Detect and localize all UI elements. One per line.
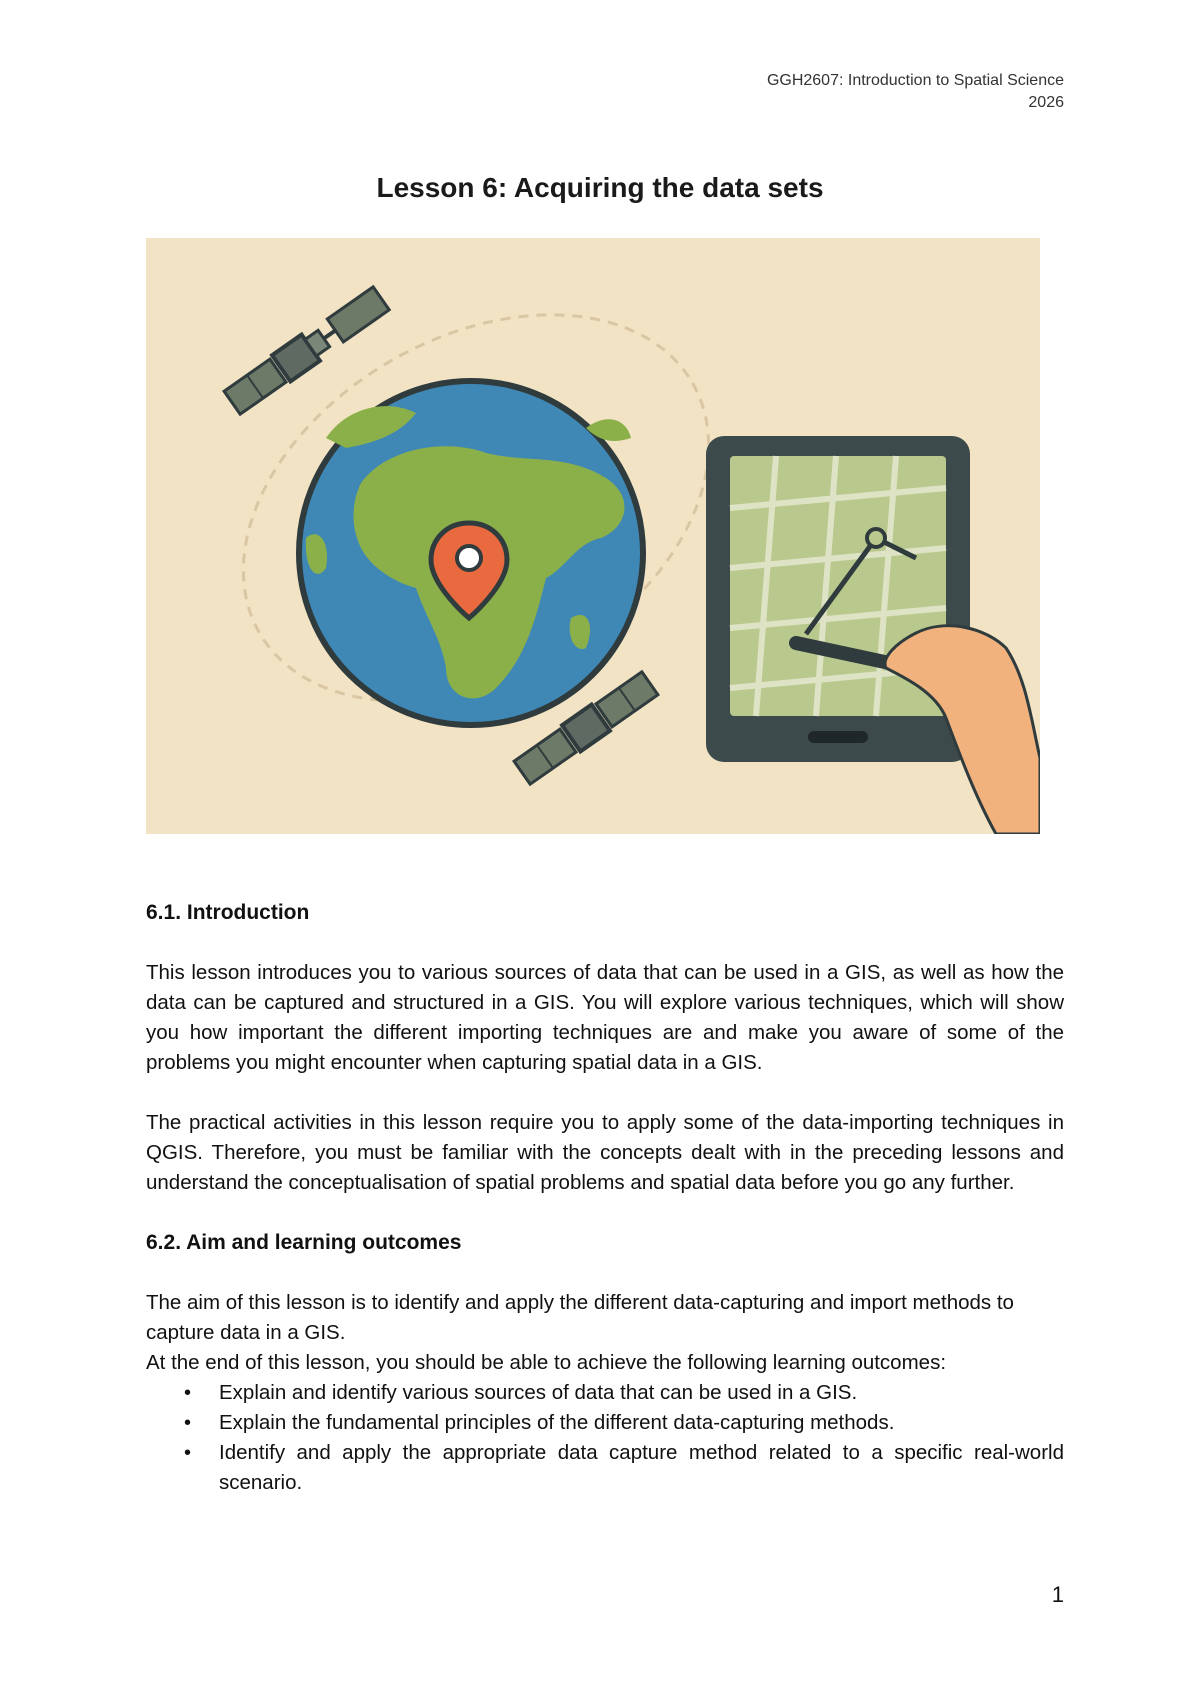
lesson-content [146,898,1064,1498]
lesson-title: Lesson 6: Acquiring the data sets [376,172,824,203]
lesson-illustration [146,238,1040,834]
section-heading-introduction: 6.1. Introduction [146,901,310,924]
bullet-icon: • [184,1412,192,1434]
course-title: GGH2607: Introduction to Spatial Science [766,72,1064,89]
aims-paragraph: The aim of this lesson is to identify and apply the different data-capturing and import methods to capture data in a GIS. [146,1291,1014,1344]
outcome-text: Identify and apply the appropriate data capture method related to a specific real-world scenario. [219,1441,1064,1494]
course-year: 2026 [1028,94,1064,111]
list-item [146,1408,1064,1438]
bullet-icon: • [184,1442,192,1464]
section-heading-aims: 6.2. Aim and learning outcomes [146,1231,462,1254]
bullet-icon: • [184,1382,192,1404]
outcome-text: Explain and identify various sources of data that can be used in a GIS. [219,1381,858,1404]
intro-paragraph-1: This lesson introduces you to various sources of data that can be used in a GIS, as well as how the data can be captured and structured in a GIS. You will explore various techniques, which will show you how important the different importing techniques are and make you aware of some of the problems you might encounter when capturing spatial data in a GIS. [146,961,1064,1074]
outcome-text: Explain the fundamental principles of the different data-capturing methods. [219,1411,895,1434]
intro-paragraph-2: The practical activities in this lesson require you to apply some of the data-importing techniques in QGIS. Therefore, you must be familiar with the concepts dealt with in the preceding lessons and understand the conceptualisation of spatial problems and spatial data before you go any further. [146,1111,1064,1194]
list-item [146,1378,1064,1408]
outcomes-intro: At the end of this lesson, you should be able to achieve the following learning outcomes: [146,1351,947,1374]
list-item [146,1438,1064,1498]
outcomes-list [146,1378,1064,1498]
page-number: 1 [1051,1582,1064,1607]
tablet-icon [706,436,970,762]
page-header [767,70,1064,114]
